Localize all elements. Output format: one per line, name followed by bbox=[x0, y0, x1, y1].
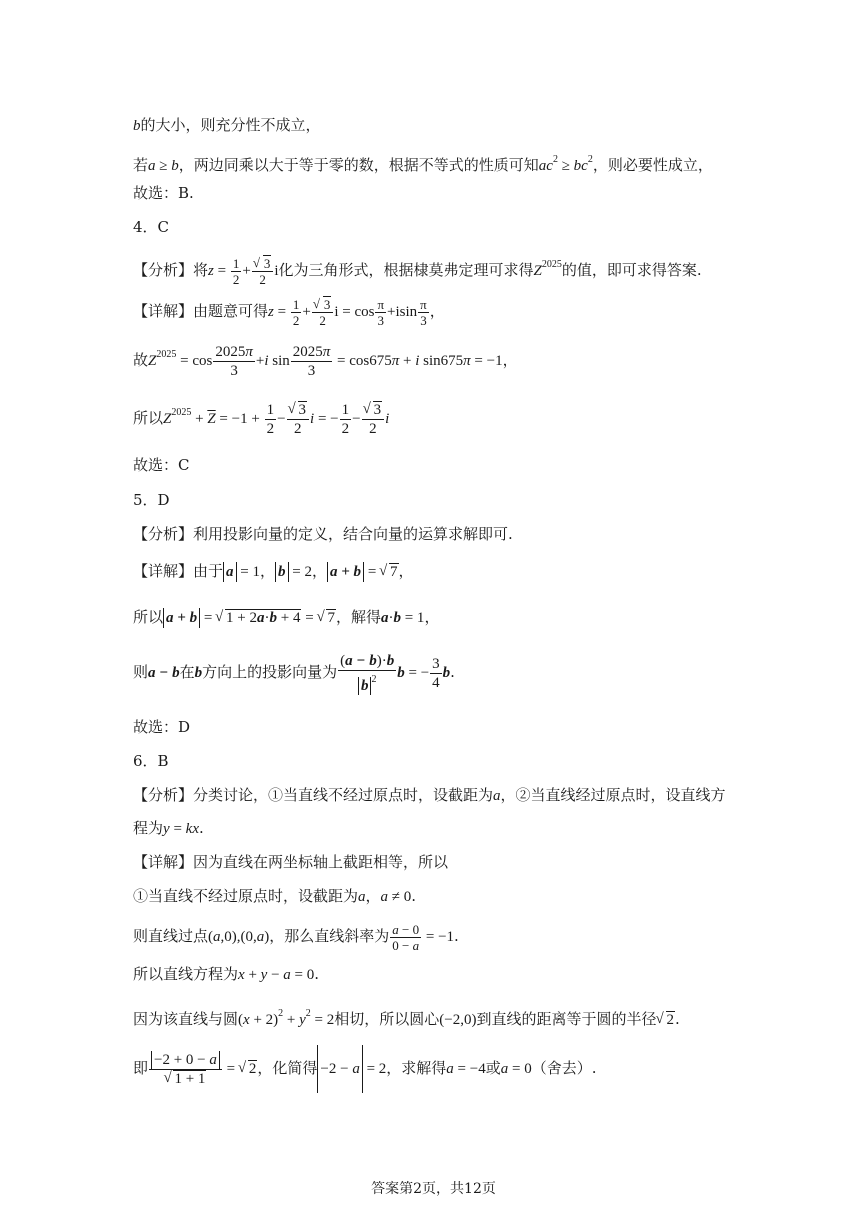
detail-line: 则直线过点(a,0),(0,a)，那么直线斜率为 $\frac{a - 0}{0 - a}$ = −1. bbox=[133, 921, 459, 953]
question-number: 6．B bbox=[133, 752, 169, 770]
detail-line: 故$Z^{2025} = \cos$ $\frac{2025\pi}{3}$ +i sin $\frac{2025\pi}{3}$ = cos675π + i sin675π = −1， bbox=[133, 343, 518, 379]
analysis-line: 【分析】将z = $\frac{1}{2}$ + √ $\frac{3}{2}$ i化为三角形式，根据棣莫弗定理可求得$Z^{2025}$的值，即可求得答案. bbox=[133, 246, 702, 290]
answer-line: 故选：C bbox=[133, 456, 190, 474]
question-number: 4．C bbox=[133, 218, 170, 236]
detail-line: 所以 a + b = √ 1 + 2a·b + 4 = √ 7，解得a·b = 1， bbox=[133, 607, 439, 628]
text-line: 若a ≥ b，两边同乘以大于等于零的数，根据不等式的性质可知$ac^2 \ge bc^2$，则必要性成立， bbox=[133, 154, 713, 174]
detail-line: 即 −2 + 0 − a √ 1 + 1 = √ 2，化简得 −2 − a = 2，求解得a = −4或a = 0（舍去）. bbox=[133, 1044, 596, 1093]
analysis-line: 【分析】利用投影向量的定义，结合向量的运算求解即可. bbox=[133, 525, 513, 543]
analysis-line: 程为y = kx. bbox=[133, 819, 204, 837]
analysis-line: 【分析】分类讨论，①当直线不经过原点时，设截距为a，②当直线经过原点时，设直线方 bbox=[133, 786, 726, 804]
question-number: 5．D bbox=[133, 491, 170, 509]
detail-line: 【详解】由题意可得z = $\frac{1}{2}$ + √ $\frac{3}{2}$ i = cos $\frac{\pi}{3}$ +isin $\frac{\pi}{3}$ ， bbox=[133, 292, 445, 331]
detail-line: ①当直线不经过原点时，设截距为a，a ≠ 0. bbox=[133, 887, 417, 905]
detail-line: 【详解】因为直线在两坐标轴上截距相等，所以 bbox=[133, 853, 449, 871]
detail-line: 所以直线方程为x + y − a = 0. bbox=[133, 965, 320, 983]
detail-line: 所以$Z^{2025} + \overline{Z} = -1$ + $\frac{1}{2}$ − √ $\frac{3}{2}$ i = − $\frac{1}{2}$ − √ $\frac{3}{2}$ i bbox=[133, 392, 389, 440]
page-footer: 答案第2页，共12页 bbox=[371, 1181, 496, 1197]
text-line: 故选：B. bbox=[133, 184, 194, 202]
text-line: b的大小，则充分性不成立， bbox=[133, 116, 321, 134]
answer-line: 故选：D bbox=[133, 718, 191, 736]
detail-line: 因为该直线与圆$(x + 2)^2 + y^2 = 2$相切，所以圆心(−2,0)到直线的距离等于圆的半径 √ 2. bbox=[133, 1004, 680, 1030]
detail-line: 【详解】由于 a = 1， b = 2， a + b = √ 7， bbox=[133, 561, 414, 582]
detail-line: 则a − b在b方向上的投影向量为 $\frac{(a - b)\cdot b}{b ^2}$ b = − $\frac{3}{4}$ b. bbox=[133, 652, 455, 694]
